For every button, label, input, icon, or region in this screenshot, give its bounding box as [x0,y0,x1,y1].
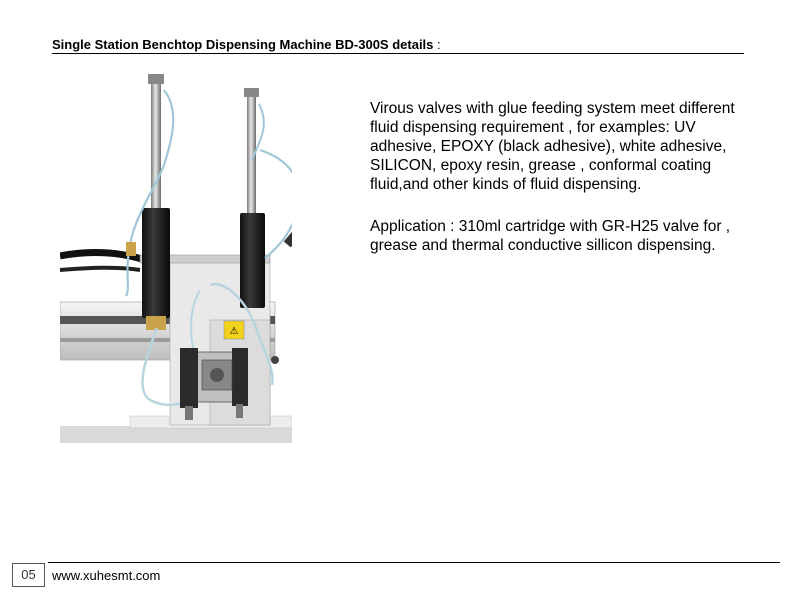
footer-divider [48,562,780,563]
application-paragraph: Application : 310ml cartridge with GR-H25 valve for , grease and thermal conductive sillicon dispensing. [370,218,731,254]
page-title-text: Single Station Benchtop Dispensing Machine BD-300S details [52,37,434,52]
description [370,99,750,255]
page-title-suffix: : [433,37,441,52]
warning-label: ⚠ [229,326,239,337]
page-title [52,37,744,54]
website-link[interactable]: www.xuhesmt.com [52,568,161,583]
machine-photo [60,70,292,443]
description-paragraph: Virous valves with glue feeding system meet different fluid dispensing requirement , for examples: UV adhesive, EPOXY (black adhesive), white adhesive, SILICON, epoxy resin, grease , conformal coating fluid,and other kinds of fluid dispensing. [370,100,735,193]
page-number: 05 [12,563,45,587]
